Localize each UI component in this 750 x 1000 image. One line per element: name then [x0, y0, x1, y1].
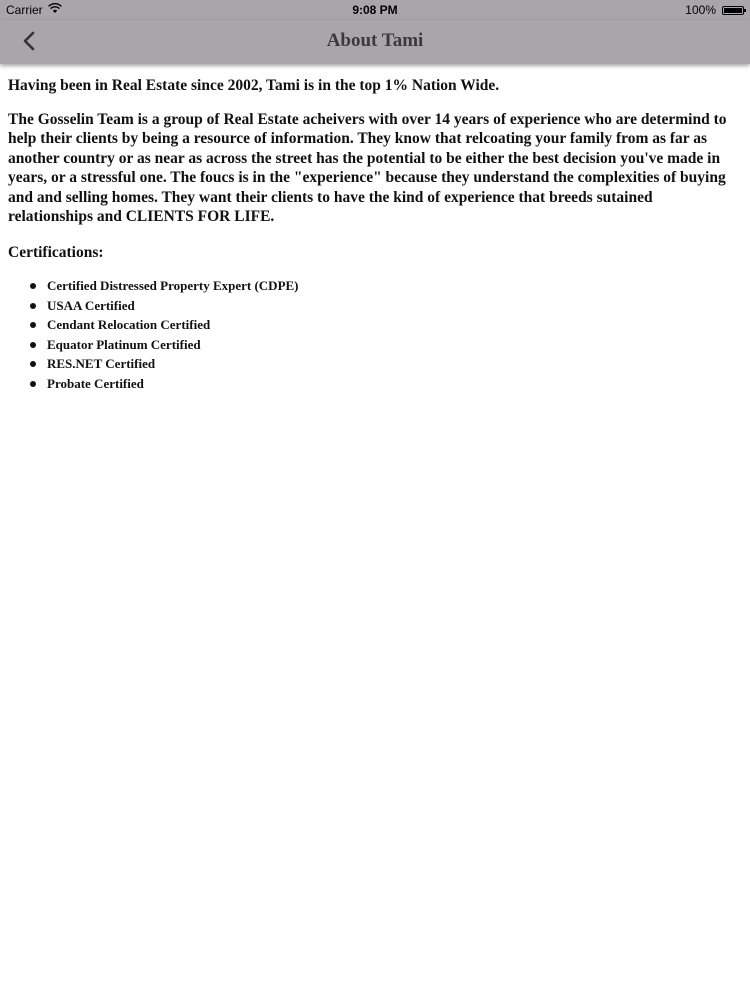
- page-title: About Tami: [326, 30, 424, 51]
- bullet-icon: [30, 361, 36, 367]
- bullet-icon: [30, 283, 36, 289]
- bullet-icon: [30, 381, 36, 387]
- list-item: [47, 354, 734, 374]
- certification-label: USAA Certified: [47, 297, 135, 313]
- certification-label: Equator Platinum Certified: [47, 336, 201, 352]
- certification-label: Cendant Relocation Certified: [47, 317, 211, 332]
- back-button[interactable]: [16, 28, 46, 56]
- battery-icon: [722, 6, 744, 15]
- list-item: [47, 276, 734, 296]
- certifications-list: [8, 276, 734, 393]
- bullet-icon: [30, 303, 36, 309]
- carrier-label: Carrier: [6, 3, 43, 17]
- list-item: [47, 315, 734, 335]
- certification-label: Probate Certified: [47, 375, 144, 391]
- bullet-icon: [30, 322, 36, 328]
- certification-label: RES.NET Certified: [47, 356, 156, 371]
- list-item: [47, 335, 734, 355]
- list-item: [47, 374, 734, 394]
- intro-text: Having been in Real Estate since 2002, Tami is in the top 1% Nation Wide.: [8, 77, 500, 94]
- bullet-icon: [30, 342, 36, 348]
- chevron-left-icon: [16, 28, 46, 56]
- status-bar: [0, 0, 750, 20]
- clock: 9:08 PM: [352, 3, 398, 17]
- certification-label: Certified Distressed Property Expert (CDPE): [47, 278, 299, 293]
- battery-percentage: 100%: [685, 3, 716, 17]
- team-description: The Gosselin Team is a group of Real Estate acheivers with over 14 years of experience who are determind to help their clients by being a resource of information. They know that relcoating your family from as far as another country or as near as across the street has the potential to be either the best decision you've made in years, or a stressful one. The foucs is in the "experience" because they understand the complexities of buying and and selling homes. They want their clients to have the kind of experience that breeds sutained relationships and CLIENTS FOR LIFE.: [8, 110, 727, 225]
- about-content: [8, 76, 734, 393]
- list-item: [47, 296, 734, 316]
- navigation-bar: [0, 20, 750, 64]
- certifications-heading: Certifications:: [8, 243, 104, 261]
